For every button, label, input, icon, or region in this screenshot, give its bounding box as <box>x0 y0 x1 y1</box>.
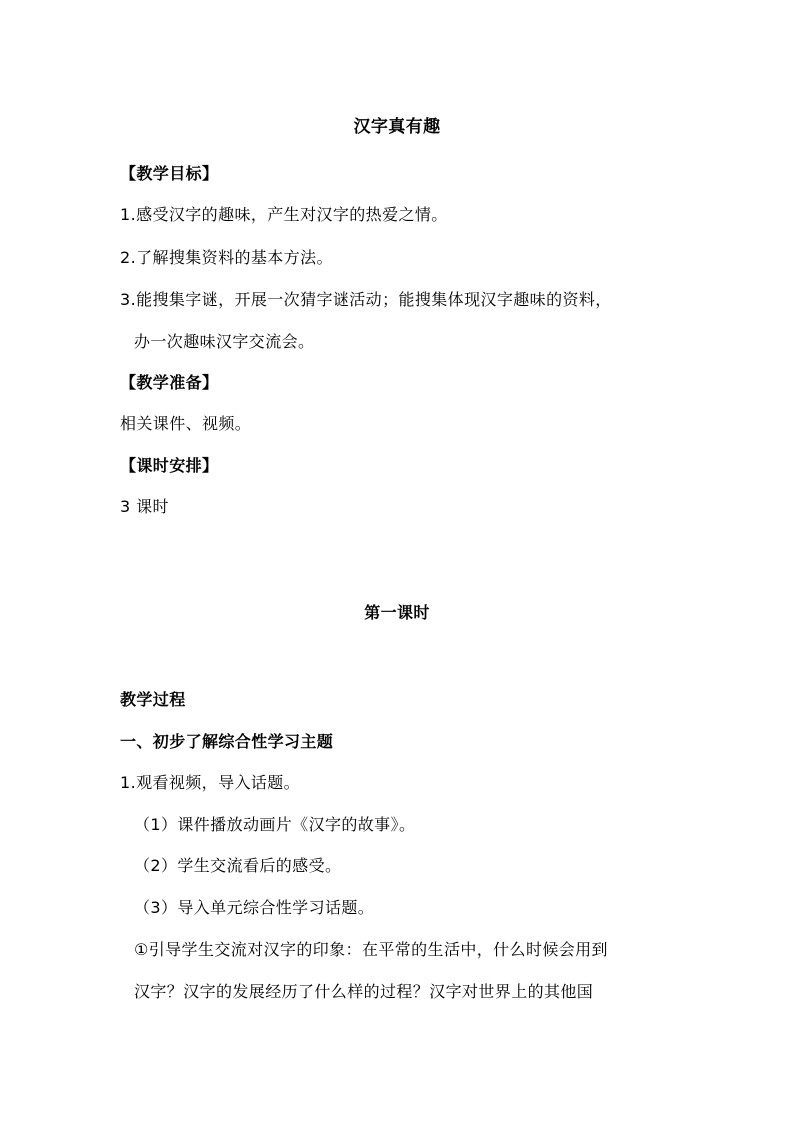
goal-item-3-continued: 办一次趣味汉字交流会。 <box>134 332 315 351</box>
schedule-heading: 【课时安排】 <box>120 456 219 475</box>
schedule-text: 3 课时 <box>120 497 169 516</box>
goal-item-3: 3.能搜集字谜，开展一次猜字谜活动；能搜集体现汉字趣味的资料， <box>120 290 612 309</box>
substep-1: （1）课件播放动画片《汉字的故事》。 <box>134 815 416 834</box>
substep-3: （3）导入单元综合性学习话题。 <box>134 898 375 917</box>
substep-2: （2）学生交流看后的感受。 <box>134 856 342 875</box>
lesson-heading: 第一课时 <box>364 603 430 622</box>
part1-heading: 一、初步了解综合性学习主题 <box>120 732 334 751</box>
document-title: 汉字真有趣 <box>353 117 441 137</box>
prep-heading: 【教学准备】 <box>120 373 219 392</box>
goal-item-1: 1.感受汉字的趣味，产生对汉字的热爱之情。 <box>120 205 448 224</box>
circle-item-1-line-1: ①引导学生交流对汉字的印象：在平常的生活中，什么时候会用到 <box>134 940 608 959</box>
step-1: 1.观看视频，导入话题。 <box>120 773 301 792</box>
process-heading: 教学过程 <box>120 690 186 709</box>
circle-item-1-line-2: 汉字？汉字的发展经历了什么样的过程？汉字对世界上的其他国 <box>134 982 594 1001</box>
goals-heading: 【教学目标】 <box>120 164 219 183</box>
goal-item-2: 2.了解搜集资料的基本方法。 <box>120 248 333 267</box>
prep-text: 相关课件、视频。 <box>120 414 252 433</box>
